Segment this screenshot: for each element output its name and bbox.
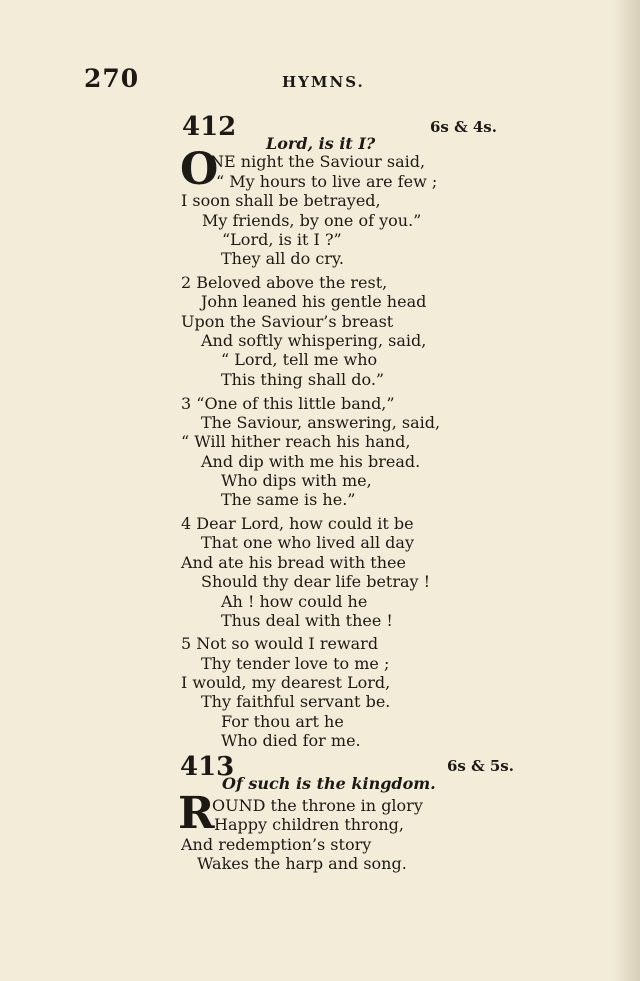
hymn-line: “ My hours to live are few ; [216,172,438,191]
hymn-line: Thus deal with thee ! [221,611,393,630]
hymn-line: Upon the Saviour’s breast [181,312,394,331]
hymn-line: OUND the throne in glory [212,796,423,815]
hymn-title: Lord, is it I? [266,134,376,153]
running-head [84,64,530,100]
hymn-line: Ah ! how could he [221,592,368,611]
hymn-line: Wakes the harp and song. [197,854,407,873]
hymn-line: 2 Beloved above the rest, [181,273,388,292]
hymn-line: 3 “One of this little band,” [181,394,395,413]
page-number: 270 [84,64,140,93]
running-title: HYMNS. [282,73,365,91]
hymn-line: “ Lord, tell me who [221,350,378,369]
hymn-number: 412 [182,112,237,142]
hymn-meter: 6s & 5s. [447,757,514,775]
hymn-line: And ate his bread with thee [181,553,406,572]
hymn-line: “Lord, is it I ?” [222,230,342,249]
hymn-line: I would, my dearest Lord, [181,673,391,692]
hymn-line: This thing shall do.” [221,370,385,389]
hymn-line: 4 Dear Lord, how could it be [181,514,414,533]
hymn-title: Of such is the kingdom. [222,774,436,793]
hymn-line: For thou art he [221,712,344,731]
hymn-line: That one who lived all day [201,533,414,552]
hymn-line: And softly whispering, said, [201,331,427,350]
hymn-line: Thy tender love to me ; [201,654,390,673]
hymn-line: Should thy dear life betray ! [201,572,431,591]
hymn-line: 5 Not so would I reward [181,634,379,653]
hymn-line: NE night the Saviour said, [210,152,426,171]
hymn-line: The Saviour, answering, said, [201,413,441,432]
hymn-number: 413 [180,752,235,782]
hymn-line: Who died for me. [221,731,361,750]
page-edge-shadow [612,0,640,981]
hymn-line: They all do cry. [221,249,344,268]
hymn-line: I soon shall be betrayed, [181,191,381,210]
hymn-line: And redemption’s story [181,835,372,854]
hymn-line: My friends, by one of you.” [202,211,422,230]
drop-cap: O [180,144,219,195]
hymn-line: John leaned his gentle head [201,292,427,311]
drop-cap: R [178,788,215,839]
hymn-line: The same is he.” [221,490,356,509]
hymn-line: And dip with me his bread. [201,452,421,471]
hymn-line: Who dips with me, [221,471,372,490]
hymn-line: “ Will hither reach his hand, [181,432,411,451]
hymn-line: Thy faithful servant be. [201,692,391,711]
hymn-line: Happy children throng, [214,815,404,834]
hymn-meter: 6s & 4s. [430,118,497,136]
